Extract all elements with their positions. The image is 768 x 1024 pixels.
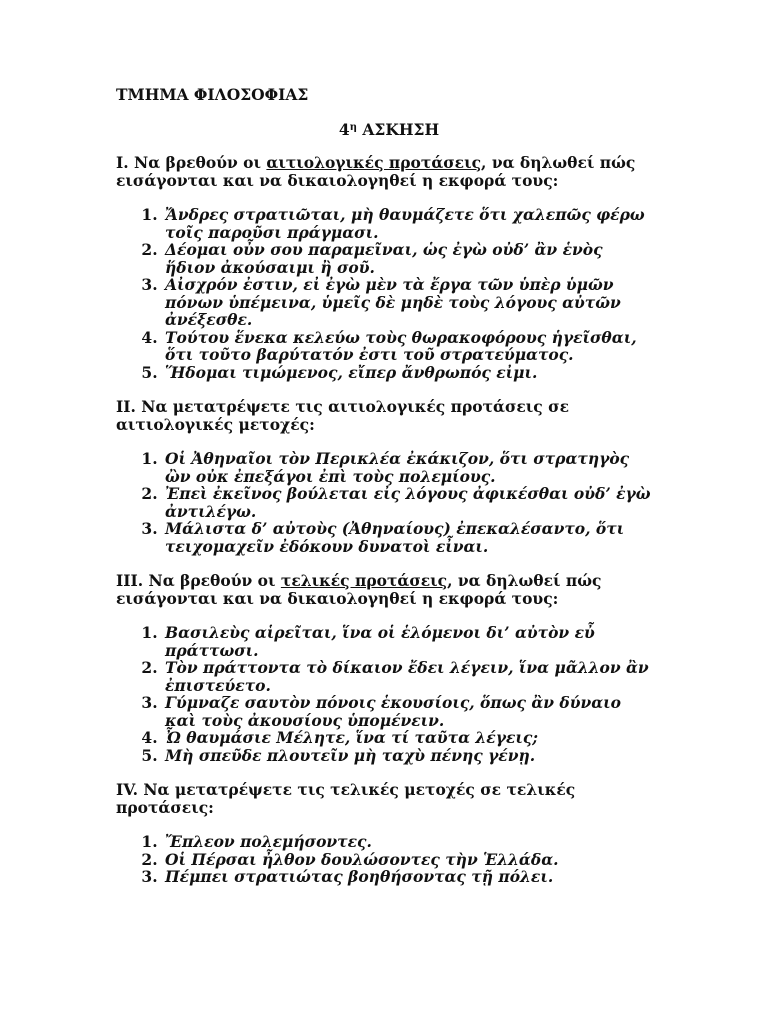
section-3-sentences — [116, 624, 656, 764]
section-1-instruction: I. Να βρεθούν οι αιτιολογικές προτάσεις, να δηλωθεί πώς εισάγονται και να δικαιολογηθεί η εκφορά τους: — [116, 153, 636, 190]
list-item: 3. Γύμναζε σαυτὸν πόνοις ἑκουσίοις, ὅπως ἂν δύναιο καὶ τοὺς ἀκουσίους ὑπομένειν. — [163, 694, 656, 729]
section-1-sentences — [116, 206, 656, 381]
section-4-sentences — [116, 833, 656, 886]
section-4-instruction: IV. Να μετατρέψετε τις τελικές μετοχές σε τελικές προτάσεις: — [116, 780, 576, 817]
exercise-title-text: ΑΣΚΗΣΗ — [356, 119, 440, 139]
list-item: 5. Ἥδομαι τιμώμενος, εἴπερ ἄνθρωπός εἰμι. — [163, 364, 656, 382]
exercise-title — [116, 121, 656, 139]
list-item: 1. Ἄνδρες στρατιῶται, μὴ θαυμάζετε ὅτι χαλεπῶς φέρω τοῖς παροῦσι πράγμασι. — [163, 206, 656, 241]
list-item: 4. Ὦ θαυμάσιε Μέλητε, ἵνα τί ταῦτα λέγεις; — [163, 729, 656, 747]
list-item: 3. Μάλιστα δ’ αὐτοὺς (Ἀθηναίους) ἐπεκαλέσαντο, ὅτι τειχομαχεῖν ἐδόκουν δυνατοὶ εἶναι. — [163, 520, 656, 555]
list-item: 3. Αἰσχρόν ἐστιν, εἰ ἐγὼ μὲν τὰ ἔργα τῶν ὑπὲρ ὑμῶν πόνων ὑπέμεινα, ὑμεῖς δὲ μηδὲ τοὺς λόγους αὐτῶν ἀνέξεσθε. — [163, 276, 656, 329]
section-3-instruction: III. Να βρεθούν οι τελικές προτάσεις, να δηλωθεί πώς εισάγονται και να δικαιολογηθεί η εκφορά τους: — [116, 571, 602, 608]
section-3-keyword: τελικές προτάσεις — [280, 571, 448, 590]
list-item: 2. Τὸν πράττοντα τὸ δίκαιον ἔδει λέγειν, ἵνα μᾶλλον ἂν ἐπιστεύετο. — [163, 659, 656, 694]
section-2-instruction: II. Να μετατρέψετε τις αιτιολογικές προτάσεις σε αιτιολογικές μετοχές: — [116, 397, 569, 434]
list-item: 3. Πέμπει στρατιώτας βοηθήσοντας τῇ πόλει. — [163, 868, 656, 886]
department-heading: ΤΜΗΜΑ ΦΙΛΟΣΟΦΙΑΣ — [116, 85, 309, 104]
list-item: 2. Δέομαι οὖν σου παραμεῖναι, ὡς ἐγὼ οὐδ’ ἂν ἑνὸς ἥδιον ἀκούσαιμι ἢ σοῦ. — [163, 241, 656, 276]
section-1-keyword: αιτιολογικές προτάσεις — [266, 153, 482, 172]
list-item: 2. Οἱ Πέρσαι ἦλθον δουλώσοντες τὴν Ἑλλάδα. — [163, 851, 656, 869]
list-item: 1. Οἱ Ἀθηναῖοι τὸν Περικλέα ἐκάκιζον, ὅτι στρατηγὸς ὢν οὐκ ἐπεξάγοι ἐπὶ τοὺς πολεμίους. — [163, 450, 656, 485]
list-item: 4. Τούτου ἕνεκα κελεύω τοὺς θωρακοφόρους ἡγεῖσθαι, ὅτι τοῦτο βαρύτατόν ἐστι τοῦ στρατεύματος. — [163, 329, 656, 364]
exercise-number-suffix: η — [349, 121, 357, 133]
exercise-number: 4 — [338, 119, 350, 139]
list-item: 1. Βασιλεὺς αἱρεῖται, ἵνα οἱ ἑλόμενοι δι’ αὐτὸν εὖ πράττωσι. — [163, 624, 656, 659]
list-item: 2. Ἐπεὶ ἐκεῖνος βούλεται εἰς λόγους ἀφικέσθαι οὐδ’ ἐγὼ ἀντιλέγω. — [163, 485, 656, 520]
list-item: 1. Ἔπλεον πολεμήσοντες. — [163, 833, 656, 851]
document-page — [116, 86, 656, 903]
section-2-sentences — [116, 450, 656, 555]
list-item: 5. Μὴ σπεῦδε πλουτεῖν μὴ ταχὺ πένης γένῃ. — [163, 747, 656, 765]
